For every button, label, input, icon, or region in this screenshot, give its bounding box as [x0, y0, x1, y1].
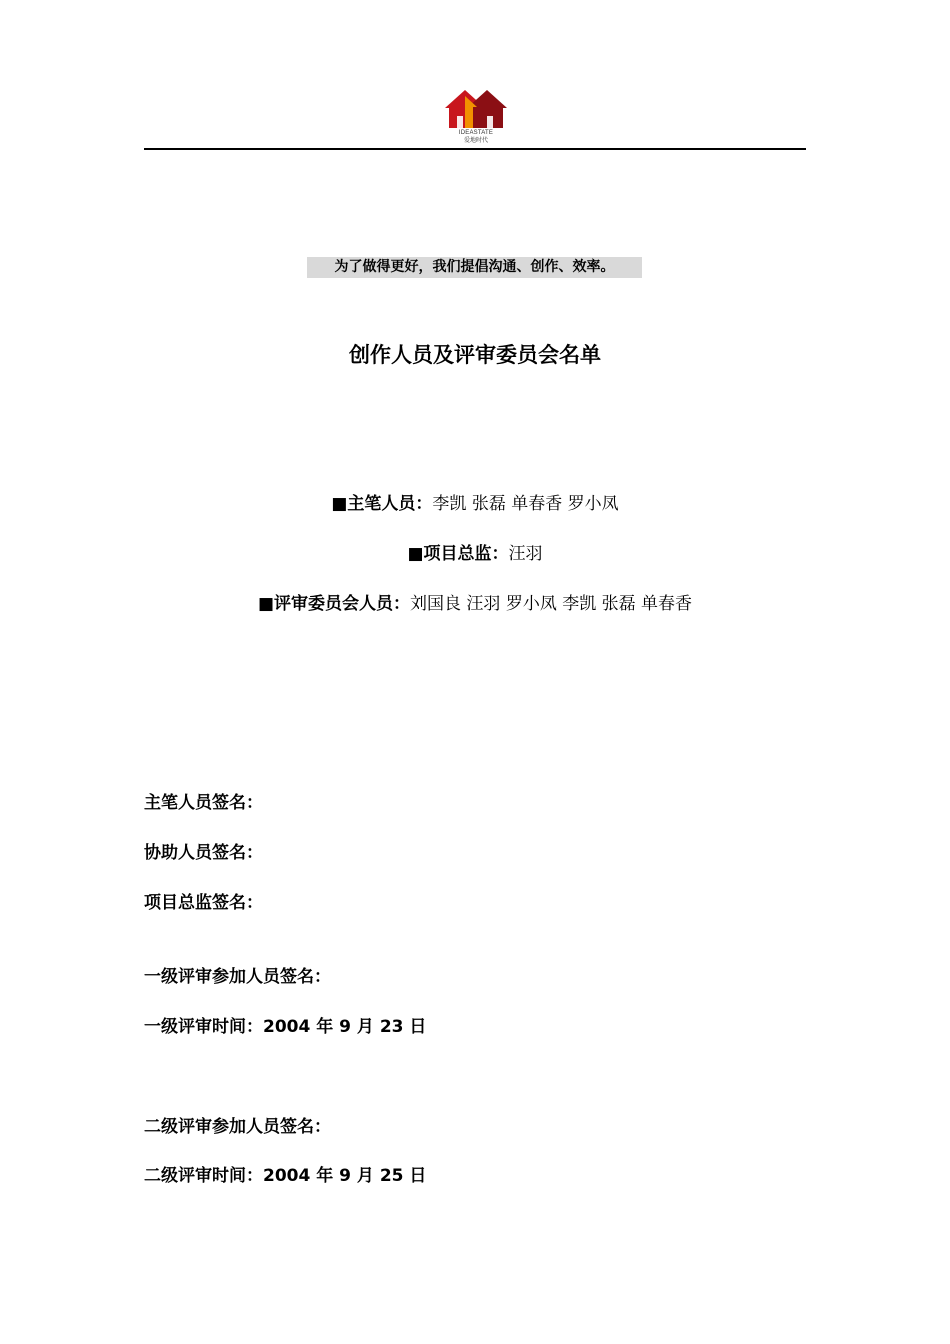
director-names: 汪羽 — [508, 544, 543, 564]
director-label: ■项目总监： — [407, 544, 509, 564]
author-signature-line: 主笔人员签名： — [144, 793, 263, 813]
assist-signature-line: 协助人员签名： — [144, 843, 263, 863]
authors-label: ■主笔人员： — [331, 494, 433, 514]
motto-banner: 为了做得更好，我们提倡沟通、创作、效率。 — [307, 257, 642, 278]
authors-line — [0, 491, 950, 517]
header-divider — [144, 148, 806, 150]
level2-signature-line: 二级评审参加人员签名： — [144, 1117, 331, 1137]
level1-review-time: 一级评审时间：2004 年 9 月 23 日 — [144, 1017, 427, 1037]
authors-names: 李凯 张磊 单春香 罗小凤 — [432, 494, 619, 514]
committee-label: ■评审委员会人员： — [257, 594, 411, 614]
company-logo — [441, 88, 511, 146]
level1-signature-line: 一级评审参加人员签名： — [144, 967, 331, 987]
level2-review-time: 二级评审时间：2004 年 9 月 25 日 — [144, 1166, 427, 1186]
committee-line — [0, 591, 950, 617]
committee-names: 刘国良 汪羽 罗小凤 李凯 张磊 单春香 — [410, 594, 693, 614]
director-signature-line: 项目总监签名： — [144, 893, 263, 913]
logo-text-cn: 爱地时代 — [463, 137, 488, 144]
house-logo-icon — [443, 88, 509, 130]
logo-text-en: IDEASTATE — [458, 130, 494, 136]
document-title: 创作人员及评审委员会名单 — [349, 343, 601, 367]
director-line — [0, 541, 950, 567]
